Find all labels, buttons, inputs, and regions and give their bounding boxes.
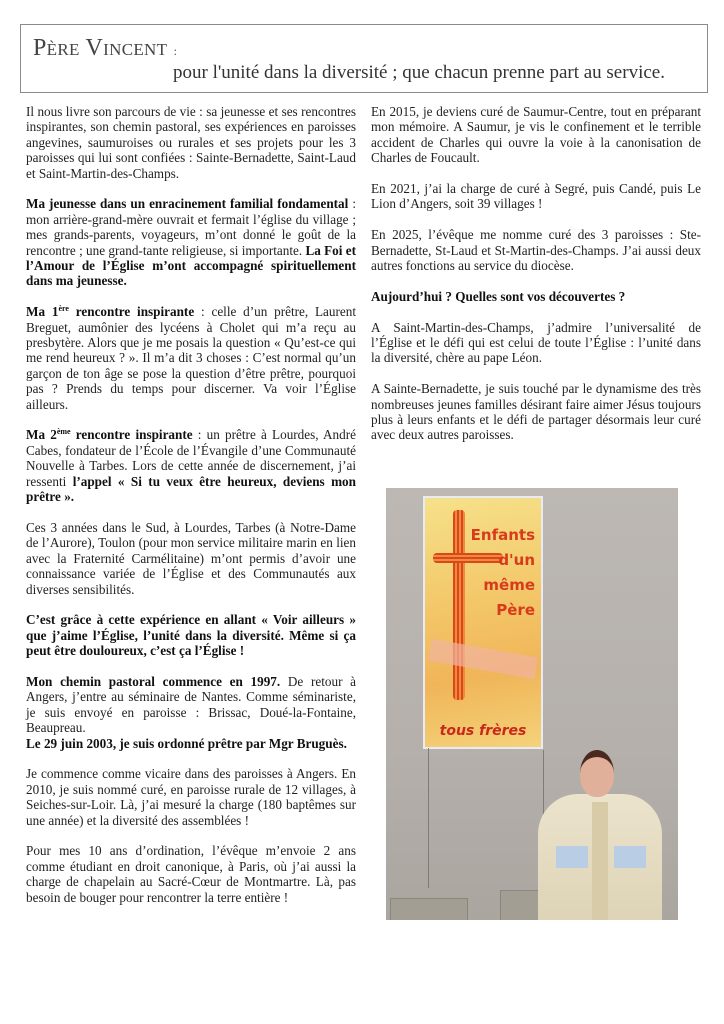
intro-paragraph: Il nous livre son parcours de vie : sa jeunesse et ses rencontres inspirantes, son chemin pastoral, ses expériences en paroisses angevines, saumuroises ou rurales et ses projets pour les 3 paroisses qui lui sont confiées : Sainte-Bernadette, Saint-Laud et Saint-Martin-des-Champs. (26, 104, 356, 181)
second-meeting-lead-a: Ma 2 (26, 427, 57, 443)
banner-footer: tous frères (439, 723, 527, 739)
paris-paragraph: Pour mes 10 ans d’ordination, l’évêque m’envoie 2 ans comme étudiant en droit canonique, à Paris, où j’ai aussi la charge de chapelain au Sacré-Cœur de Montmartre. Là, pas besoin de bouger pour rencontrer la terre entière ! (26, 843, 356, 905)
priest-photo (386, 488, 678, 920)
segre-paragraph: En 2021, j’ai la charge de curé à Segré, puis Candé, puis Le Lion d’Angers, soit 39 villages ! (371, 181, 701, 212)
second-meeting-closing: l’appel « Si tu veux être heureux, deviens mon prêtre ». (26, 473, 356, 505)
sainte-bernadette-paragraph: A Sainte-Bernadette, je suis touché par le dynamisme des très nombreuses jeunes familles désirant faire aimer Jésus toujours plus à leurs enfants et le défi de partager désormais leur curé avec deux autres paroisses. (371, 381, 701, 443)
page-subtitle: pour l'unité dans la diversité ; que chacun prenne part au service. (173, 62, 665, 83)
second-meeting-lead-b: rencontre inspirante (70, 427, 193, 443)
youth-lead: Ma jeunesse dans un enracinement familial fondamental (26, 196, 349, 212)
people-band-icon (428, 639, 538, 679)
pastoral-path-lead: Mon chemin pastoral commence en 1997. (26, 673, 281, 689)
first-meeting-lead-a: Ma 1 (26, 304, 59, 320)
vicar-paragraph: Je commence comme vicaire dans des paroisses à Angers. En 2010, je suis nommé curé, en paroisse rurale de 12 villages, à Seiches-sur-Loir. Là, j’ai mesuré la charge (180 baptêmes sur une année) et la diversité des assemblées ! (26, 766, 356, 828)
banner-text (471, 523, 535, 623)
first-meeting-lead-b: rencontre inspirante (68, 304, 195, 320)
sleeve-right (614, 846, 646, 868)
pastoral-path-text: De retour à Angers, j’entre au séminaire de Nantes. Comme séminariste, je suis envoyé en paroisse : Brissac, Doué-la-Fontaine, Beaupreau. (26, 673, 357, 736)
cross-icon (453, 510, 465, 700)
saint-martin-paragraph: A Saint-Martin-des-Champs, j’admire l’universalité de l’Église et le défi qui est celui de toute l’Église : l’unité dans la diversité, chère au pape Léon. (371, 319, 701, 366)
wall-crack (428, 748, 429, 888)
pastoral-path-paragraph (26, 674, 356, 736)
banner-line: même (483, 576, 535, 594)
sleeve-left (556, 846, 588, 868)
youth-closing: La Foi et l’Amour de l’Église m’ont accompagné spirituellement dans ma jeunesse. (26, 242, 356, 289)
priest-figure (538, 750, 668, 920)
second-meeting-text: : un prêtre à Lourdes, André Cabes, fondateur de l’École de l’Évangile d’une Communauté Nouvelle à Tarbes. Lors de cette année de discernement, j’ai ressenti (26, 427, 356, 489)
second-meeting-sup: ème (56, 427, 71, 437)
first-meeting-text: : celle d’un prêtre, Laurent Breguet, aumônier des lycéens à Cholet qui m’a reçu au presbytère. Alors que je me posais la question « Qu’est-ce qui me rend heureux ? ». Il m’a dit 3 choses : C’est normal qu’un garçon de ton âge se pose la question d’être prêtre, pourquoi pas ? Prends du temps pour discerner. Va voir l’Église ailleurs. (26, 304, 356, 412)
youth-text: : mon arrière-grand-mère ouvrait et fermait l’église du village ; mes grands-parents, voyageurs, m’ont donné le goût de la rencontre ; une grand-tante religieuse, si importante. (26, 196, 356, 258)
banner (423, 496, 543, 749)
right-column (371, 104, 701, 458)
experience-text: C’est grâce à cette expérience en allant « Voir ailleurs » que j’aime l’Église, l’unité dans la diversité. Même si ça peut être douloureux, c’est ça l’Église ! (26, 612, 356, 659)
question-text: Aujourd’hui ? Quelles sont vos découvertes ? (371, 288, 626, 304)
south-years-paragraph: Ces 3 années dans le Sud, à Lourdes, Tarbes (à Notre-Dame de l’Aurore), Toulon (pour mon service militaire marin en lien avec la Fraternité Carmélitaine) m’ont permis d’avoir une connaissance variée de l’Église et des Communautés aux diverses sensibilités. (26, 519, 356, 597)
banner-line: d'un (498, 551, 535, 569)
experience-paragraph (26, 612, 356, 658)
planter-left (390, 898, 468, 920)
header-box (20, 24, 708, 93)
title-name: Père Vincent (33, 35, 168, 61)
stole (592, 802, 608, 920)
saumur-paragraph: En 2015, je deviens curé de Saumur-Centre, tout en préparant mon mémoire. A Saumur, je vis le confinement et le terrible accident de Charles qui ouvre la voie à la canonisation de Charles de Foucault. (371, 104, 701, 166)
ordination-paragraph (26, 736, 356, 751)
title-colon: : (173, 44, 178, 58)
second-meeting-lead (26, 427, 193, 442)
first-meeting-lead (26, 304, 194, 319)
first-meeting-sup: ère (58, 304, 69, 314)
second-meeting-paragraph (26, 427, 356, 504)
priest-head (580, 750, 614, 797)
banner-line: Enfants (470, 526, 535, 544)
ordination-text: Le 29 juin 2003, je suis ordonné prêtre par Mgr Bruguès. (26, 735, 347, 751)
first-meeting-paragraph (26, 304, 356, 412)
banner-line: Père (496, 601, 535, 619)
youth-paragraph (26, 196, 356, 288)
left-column (26, 104, 356, 920)
appointment-paragraph: En 2025, l’évêque me nomme curé des 3 paroisses : Ste-Bernadette, St-Laud et St-Martin-des-Champs. J’ai aussi deux autres fonctions au service du diocèse. (371, 227, 701, 274)
page-title (33, 35, 177, 62)
question-heading (371, 289, 701, 304)
